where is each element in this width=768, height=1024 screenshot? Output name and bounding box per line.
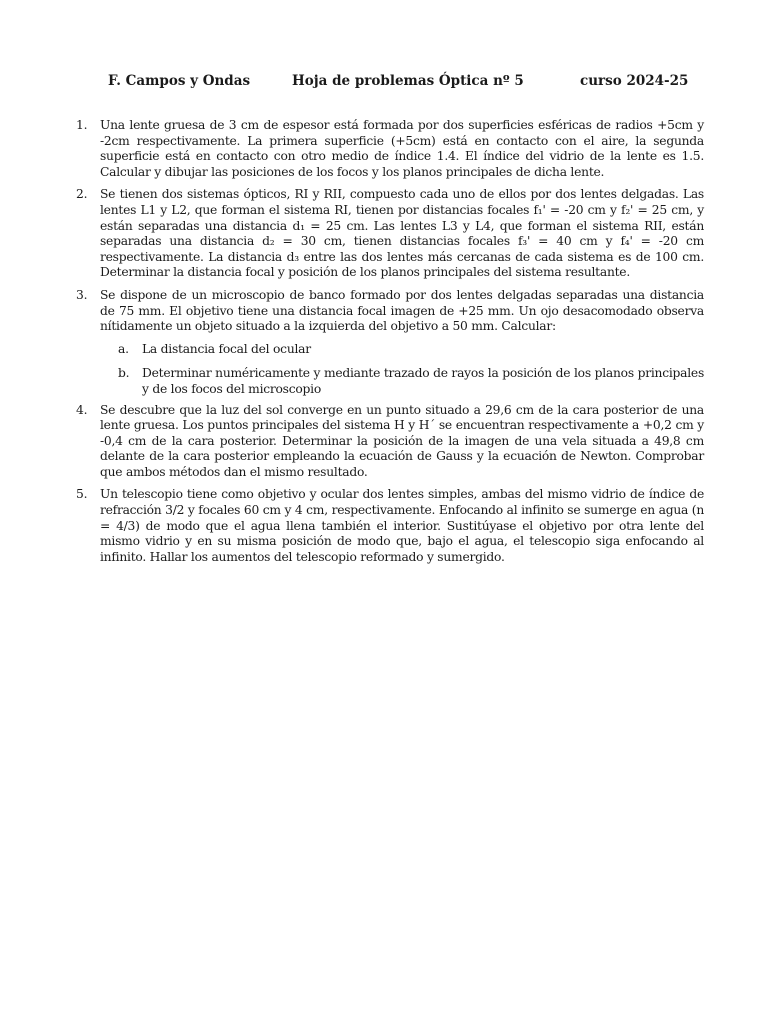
subitem-b xyxy=(100,366,704,397)
problem-number: 5. xyxy=(76,487,88,502)
academic-year: curso 2024-25 xyxy=(580,73,689,89)
problem-number: 2. xyxy=(76,187,88,202)
problem-1 xyxy=(76,118,704,180)
problem-text: Se descubre que la luz del sol converge en un punto situado a 29,6 cm de la cara posterior de una lente gruesa. Los puntos principales del sistema H y H´ se encuentran respectivamente a +0,2 cm y -0,4 cm de la cara posterior. Determinar la posición de la imagen de una vela situada a 49,8 cm delante de la cara posterior empleando la ecuación de Gauss y la ecuación de Newton. Comprobar que ambos métodos dan el mismo resultado. xyxy=(100,402,704,479)
problem-text: Se dispone de un microscopio de banco formado por dos lentes delgadas separadas una distancia de 75 mm. El objetivo tiene una distancia focal imagen de +25 mm. Un ojo desacomodado observa nítidamente un objeto situado a la izquierda del objetivo a 50 mm. Calcular: xyxy=(100,287,704,334)
problem-text: Un telescopio tiene como objetivo y ocular dos lentes simples, ambas del mismo vidrio de índice de refracción 3/2 y focales 60 cm y 4 cm, respectivamente. Enfocando al infinito se sumerge en agua (n = 4/3) de modo que el agua llena también el interior. Sustitúyase el objetivo por otra lente del mismo vidrio y en su misma posición de modo que, bajo el agua, el telescopio siga enfocando al infinito. Hallar los aumentos del telescopio reformado y sumergido. xyxy=(100,487,704,564)
problem-3 xyxy=(76,288,704,398)
subitem-letter: b. xyxy=(118,366,130,381)
subitem-a xyxy=(100,342,704,358)
subitem-text: Determinar numéricamente y mediante trazado de rayos la posición de los planos principales y de los focos del microscopio xyxy=(142,366,704,396)
problem-number: 3. xyxy=(76,287,88,302)
course-name: F. Campos y Ondas xyxy=(108,73,251,89)
subitem-text: La distancia focal del ocular xyxy=(142,341,311,356)
problem-list xyxy=(76,118,704,572)
problem-4 xyxy=(76,403,704,481)
problem-text: Se tienen dos sistemas ópticos, RI y RII, compuesto cada uno de ellos por dos lentes delgadas. Las lentes L1 y L2, que forman el sistema RI, tienen por distancias focales f₁' = -20 cm y f₂' = 25 cm, y están separadas una distancia d₁ = 25 cm. Las lentes L3 y L4, que forman el sistema RII, están separadas una distancia d₂ = 30 cm, tienen distancias focales f₃' = 40 cm y f₄' = -20 cm respectivamente. La distancia d₃ entre las dos lentes más cercanas de cada sistema es de 100 cm. Determinar la distancia focal y posición de los planos principales del sistema resultante. xyxy=(100,187,704,280)
problem-number: 4. xyxy=(76,402,88,417)
problem-text: Una lente gruesa de 3 cm de espesor está formada por dos superficies esféricas de radios +5cm y -2cm respectivamente. La primera superficie (+5cm) está en contacto con el aire, la segunda superficie está en contacto con otro medio de índice 1.4. El índice del vidrio de la lente es 1.5. Calcular y dibujar las posiciones de los focos y los planos principales de dicha lente. xyxy=(100,118,704,179)
subitem-letter: a. xyxy=(118,341,129,356)
sheet-title: Hoja de problemas Óptica nº 5 xyxy=(292,73,524,89)
problem-2 xyxy=(76,187,704,281)
problem-number: 1. xyxy=(76,118,88,132)
problem-5 xyxy=(76,487,704,565)
